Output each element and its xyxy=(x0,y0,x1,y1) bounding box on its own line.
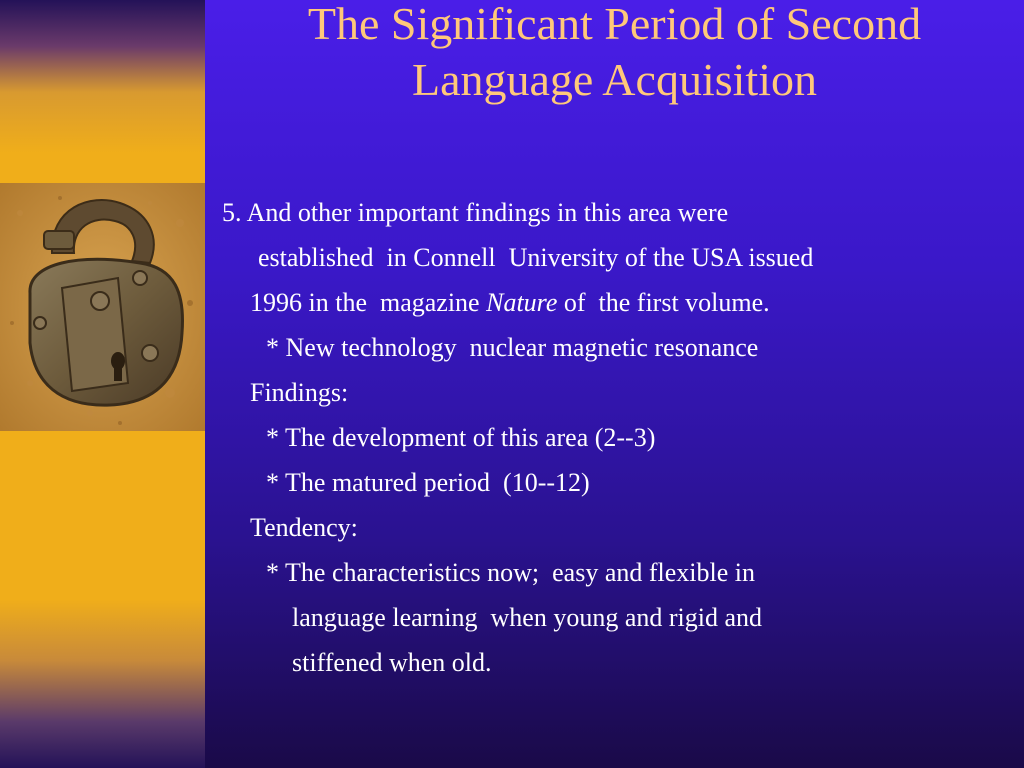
open-padlock-image xyxy=(0,183,205,431)
bullet-characteristics-cont-1: language learning when young and rigid and xyxy=(292,603,763,632)
title-line-2: Language Acquisition xyxy=(412,54,817,105)
body-line-3-post: of the first volume. xyxy=(557,288,770,317)
title-line-1: The Significant Period of Second xyxy=(307,0,922,49)
bullet-new-technology: * New technology nuclear magnetic resonance xyxy=(266,333,759,362)
body-line-3 xyxy=(222,280,1012,325)
slide-title xyxy=(205,0,1024,108)
slide-body xyxy=(222,190,1012,685)
body-line-1: 5. And other important findings in this area were xyxy=(222,198,729,227)
bullet-matured-period: * The matured period (10--12) xyxy=(266,468,590,497)
tendency-heading: Tendency: xyxy=(250,513,358,542)
bullet-characteristics: * The characteristics now; easy and flexible in xyxy=(266,558,756,587)
journal-name: Nature xyxy=(486,288,558,317)
findings-heading: Findings: xyxy=(250,378,349,407)
bullet-characteristics-cont-2: stiffened when old. xyxy=(292,648,492,677)
bullet-development: * The development of this area (2--3) xyxy=(266,423,656,452)
body-line-3-pre: 1996 in the magazine xyxy=(250,288,487,317)
body-line-2: established in Connell University of the USA issued xyxy=(258,243,814,272)
